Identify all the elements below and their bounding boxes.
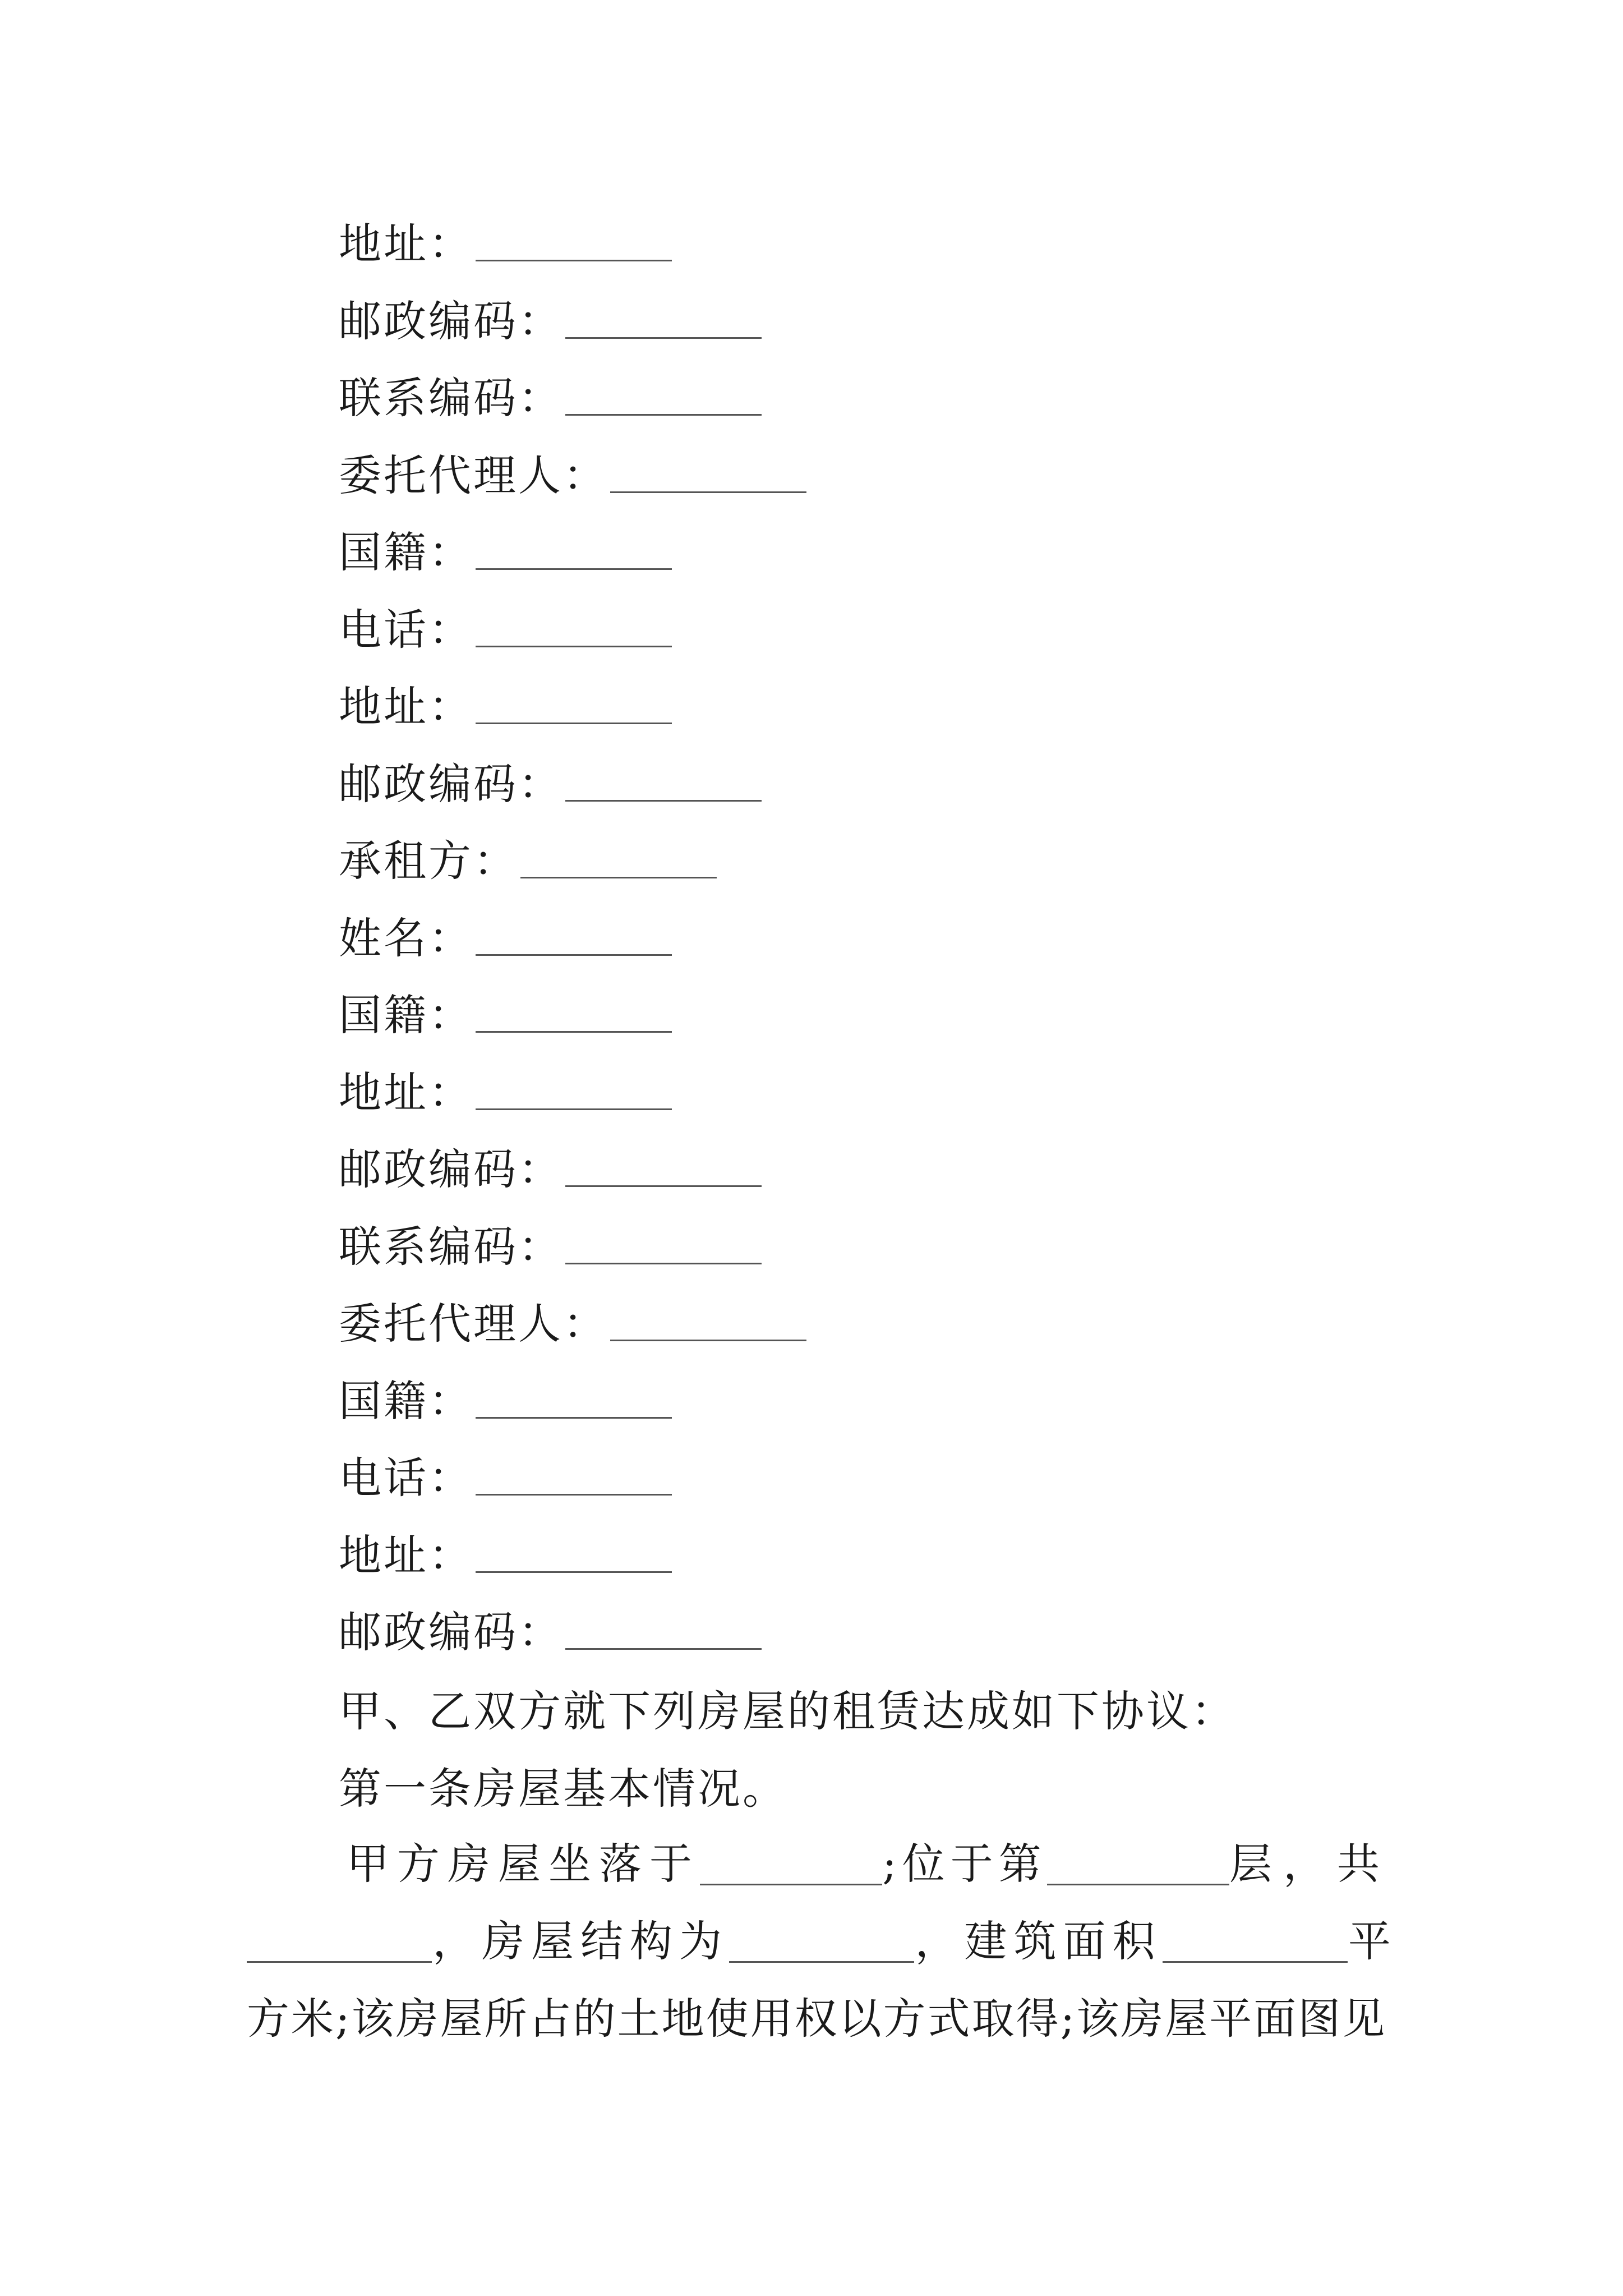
blank-line xyxy=(1163,1959,1348,1963)
field-address xyxy=(339,202,806,279)
field-label: 委托代理人： xyxy=(339,1299,608,1349)
blank-line xyxy=(1047,1881,1229,1885)
field-label: 电话： xyxy=(339,1453,473,1503)
para-text: 甲方房屋坐落于 xyxy=(347,1839,700,1889)
blank-line xyxy=(247,1959,432,1963)
blank-line xyxy=(565,412,762,416)
field-label: 邮政编码： xyxy=(339,758,563,809)
blank-line xyxy=(610,489,806,493)
blank-line xyxy=(476,1569,672,1573)
blank-line xyxy=(476,952,672,956)
field-label: 地址： xyxy=(339,1067,473,1117)
field-agent xyxy=(339,434,806,511)
field-address xyxy=(339,1513,806,1591)
blank-line xyxy=(476,566,672,570)
paragraph-line-3: 方米;该房屋所占的土地使用权以方式取得;该房屋平面图见 xyxy=(247,1994,1387,2044)
blank-line xyxy=(476,1106,672,1110)
field-label: 姓名： xyxy=(339,913,473,963)
para-text: ;位于第 xyxy=(882,1839,1047,1889)
party-info-fields xyxy=(339,202,806,1668)
field-postcode xyxy=(339,1128,806,1205)
field-postcode xyxy=(339,279,806,357)
field-label: 承租方： xyxy=(339,836,518,886)
blank-line xyxy=(610,1337,806,1341)
blank-line xyxy=(565,335,762,339)
field-lessee xyxy=(339,819,806,896)
field-label: 联系编码： xyxy=(339,1221,563,1272)
blank-line xyxy=(476,720,672,724)
field-label: 邮政编码： xyxy=(339,296,563,346)
para-text: ，房屋结构为 xyxy=(432,1916,729,1966)
field-label: 邮政编码： xyxy=(339,1144,563,1195)
blank-line xyxy=(476,257,672,261)
field-address xyxy=(339,1051,806,1128)
blank-line xyxy=(476,1492,672,1496)
field-postcode xyxy=(339,1590,806,1668)
field-label: 委托代理人： xyxy=(339,450,608,500)
para-text: 层，共 xyxy=(1229,1839,1391,1889)
blank-line xyxy=(565,1646,762,1650)
blank-line xyxy=(476,1415,672,1419)
blank-line xyxy=(476,643,672,647)
paragraph-line-2 xyxy=(247,1907,1391,1968)
para-text: ，建筑面积 xyxy=(915,1916,1162,1966)
article-one-title: 第一条房屋基本情况。 xyxy=(339,1764,787,1814)
field-label: 电话： xyxy=(339,604,473,655)
blank-line xyxy=(476,1029,672,1033)
para-text: 平 xyxy=(1348,1916,1391,1966)
blank-line xyxy=(565,798,762,802)
field-label: 国籍： xyxy=(339,527,473,578)
field-nationality xyxy=(339,510,806,588)
field-label: 联系编码： xyxy=(339,373,563,424)
field-nationality xyxy=(339,1359,806,1437)
field-agent xyxy=(339,1282,806,1359)
field-phone xyxy=(339,1436,806,1513)
field-nationality xyxy=(339,973,806,1051)
field-address xyxy=(339,665,806,742)
blank-line xyxy=(565,1183,762,1187)
blank-line xyxy=(700,1881,882,1885)
field-label: 地址： xyxy=(339,682,473,732)
field-name xyxy=(339,896,806,974)
field-label: 地址： xyxy=(339,219,473,269)
field-postcode xyxy=(339,742,806,820)
field-label: 地址： xyxy=(339,1530,473,1580)
field-label: 邮政编码： xyxy=(339,1607,563,1658)
field-contact-code xyxy=(339,356,806,434)
paragraph-line-1 xyxy=(347,1830,1391,1891)
field-label: 国籍： xyxy=(339,990,473,1041)
blank-line xyxy=(565,1260,762,1264)
field-contact-code xyxy=(339,1205,806,1282)
blank-line xyxy=(520,875,717,878)
blank-line xyxy=(729,1959,914,1963)
field-label: 国籍： xyxy=(339,1375,473,1426)
field-phone xyxy=(339,588,806,665)
agreement-intro: 甲、乙双方就下列房屋的租赁达成如下协议： xyxy=(339,1686,1236,1736)
